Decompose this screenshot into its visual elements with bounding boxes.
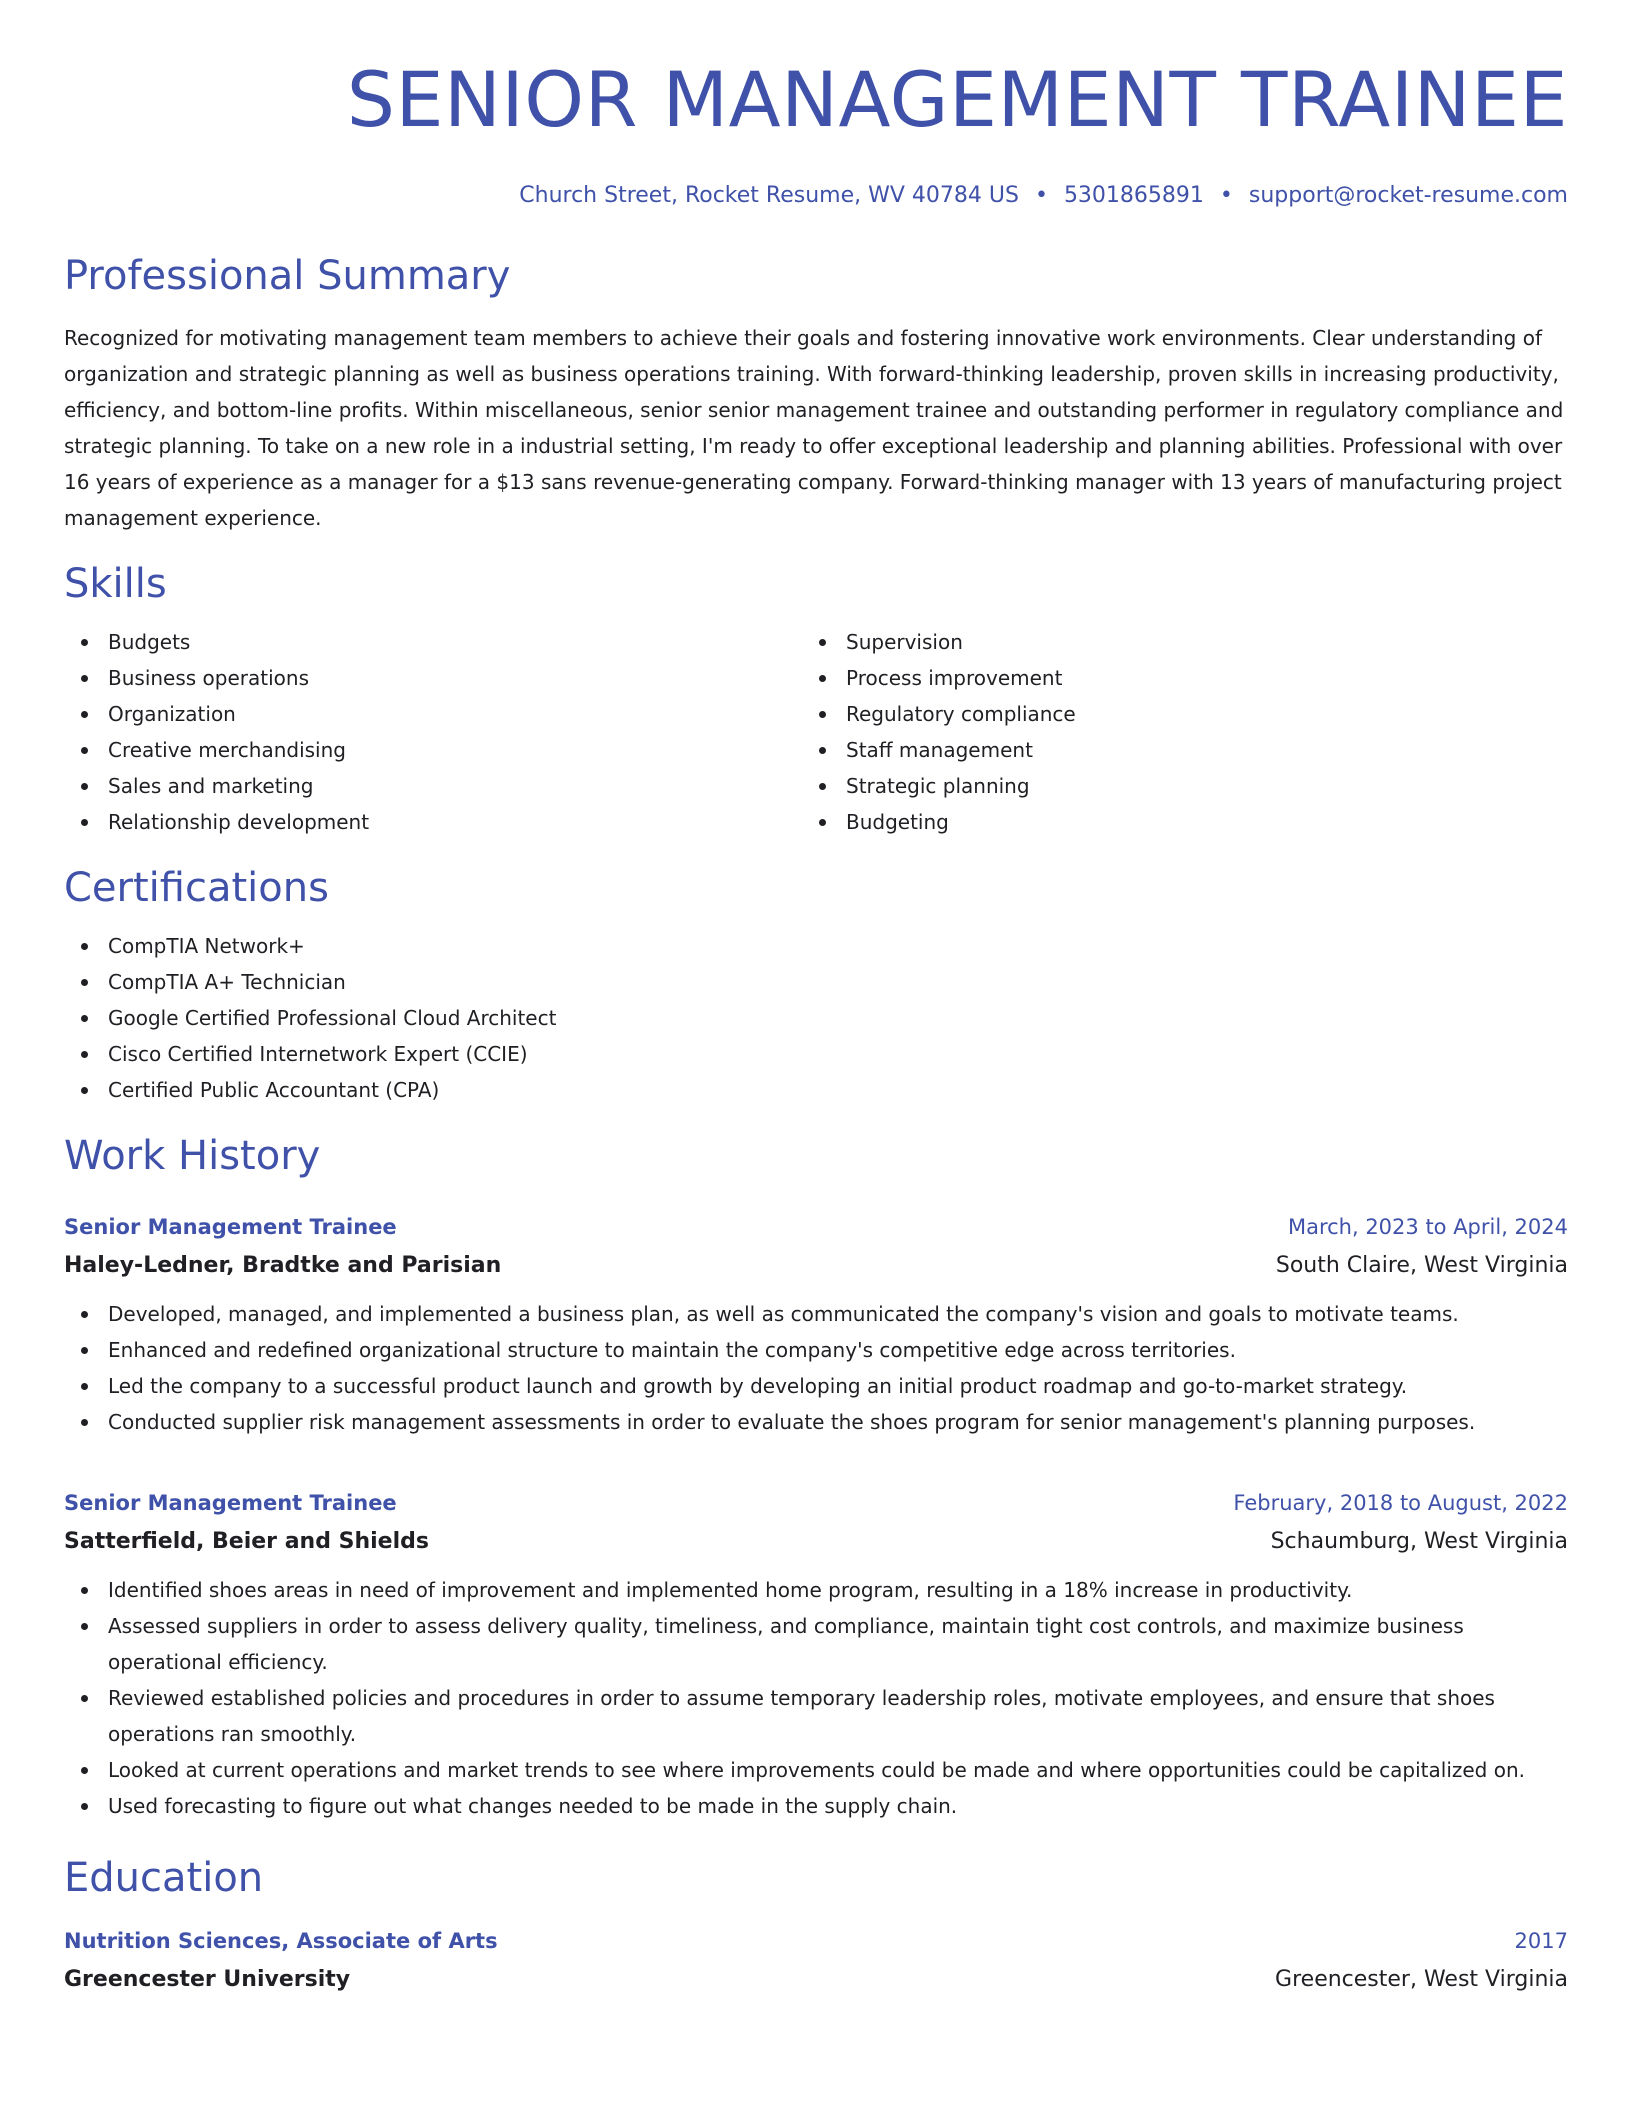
skills-list-right — [802, 624, 1540, 840]
job-title-row — [64, 1208, 1568, 1246]
certifications-list — [64, 928, 1568, 1108]
certification-item: Google Certified Professional Cloud Architect — [64, 1000, 1568, 1036]
job-location: South Claire, West Virginia — [1275, 1253, 1568, 1278]
contact-separator: • — [1034, 183, 1048, 208]
job-bullet: Identified shoes areas in need of improvement and implemented home program, resulting in a 18% increase in productivity. — [64, 1572, 1568, 1608]
skill-item: Process improvement — [802, 660, 1540, 696]
skill-item: Strategic planning — [802, 768, 1540, 804]
job-company-row — [64, 1246, 1568, 1286]
job-title-row — [64, 1484, 1568, 1522]
section-title-summary: Professional Summary — [64, 253, 511, 299]
section-title-education: Education — [64, 1855, 264, 1901]
job-dates: February, 2018 to August, 2022 — [1233, 1491, 1568, 1515]
job-bullet: Assessed suppliers in order to assess delivery quality, timeliness, and compliance, maintain tight cost controls, and maximize business operational efficiency. — [64, 1608, 1568, 1680]
contact-address: Church Street, Rocket Resume, WV 40784 US — [519, 183, 1019, 208]
job-company: Haley-Ledner, Bradtke and Parisian — [64, 1253, 502, 1278]
job-location: Schaumburg, West Virginia — [1270, 1529, 1568, 1554]
job-company: Satterfield, Beier and Shields — [64, 1529, 429, 1554]
skill-item: Supervision — [802, 624, 1540, 660]
skills-grid — [64, 624, 1568, 840]
section-title-certifications: Certifications — [64, 865, 329, 911]
job-bullet: Used forecasting to figure out what changes needed to be made in the supply chain. — [64, 1788, 1568, 1824]
job-bullet: Reviewed established policies and procedures in order to assume temporary leadership roles, motivate employees, and ensure that shoes operations ran smoothly. — [64, 1680, 1568, 1752]
education-degree: Nutrition Sciences, Associate of Arts — [64, 1929, 498, 1953]
education-school: Greencester University — [64, 1967, 351, 1992]
certifications-section — [64, 864, 1568, 1108]
summary-text: Recognized for motivating management team members to achieve their goals and fostering innovative work environments. Clear understanding of organization and strategic planning as well as business operations training. With forward-thinking leadership, proven skills in increasing productivity, efficiency, and bottom-line profits. Within miscellaneous, senior senior management trainee and outstanding performer in regulatory compliance and strategic planning. To take on a new role in a industrial setting, I'm ready to offer exceptional leadership and planning abilities. Professional with over 16 years of experience as a manager for a $13 sans revenue-generating company. Forward-thinking manager with 13 years of manufacturing project management experience. — [64, 326, 1564, 530]
skill-item: Creative merchandising — [64, 732, 802, 768]
education-location: Greencester, West Virginia — [1275, 1967, 1568, 1992]
skill-item: Business operations — [64, 660, 802, 696]
contact-line — [64, 180, 1568, 212]
job-title: Senior Management Trainee — [64, 1491, 397, 1515]
job-bullets — [64, 1296, 1568, 1440]
skills-list-left — [64, 624, 802, 840]
section-title-skills: Skills — [64, 561, 167, 607]
candidate-name: SENIOR MANAGEMENT TRAINEE — [346, 55, 1568, 144]
skill-item: Sales and marketing — [64, 768, 802, 804]
job-entry — [64, 1484, 1568, 1824]
resume-header — [64, 52, 1568, 212]
job-company-row — [64, 1522, 1568, 1562]
work-history-section — [64, 1132, 1568, 1824]
skill-item: Budgets — [64, 624, 802, 660]
job-bullet: Enhanced and redefined organizational structure to maintain the company's competitive edge across territories. — [64, 1332, 1568, 1368]
certification-item: CompTIA Network+ — [64, 928, 1568, 964]
job-bullet: Conducted supplier risk management assessments in order to evaluate the shoes program for senior management's planning purposes. — [64, 1404, 1568, 1440]
education-degree-row — [64, 1922, 1568, 1960]
job-bullet: Led the company to a successful product launch and growth by developing an initial product roadmap and go-to-market strategy. — [64, 1368, 1568, 1404]
skills-section — [64, 560, 1568, 840]
summary-section — [64, 252, 1568, 536]
education-entry — [64, 1922, 1568, 2000]
job-bullet: Developed, managed, and implemented a business plan, as well as communicated the company's vision and goals to motivate teams. — [64, 1296, 1568, 1332]
certification-item: Cisco Certified Internetwork Expert (CCIE) — [64, 1036, 1568, 1072]
skill-item: Staff management — [802, 732, 1540, 768]
section-title-work-history: Work History — [64, 1133, 321, 1179]
skill-item: Organization — [64, 696, 802, 732]
contact-separator: • — [1219, 183, 1233, 208]
contact-email: support@rocket-resume.com — [1248, 183, 1568, 208]
skill-item: Regulatory compliance — [802, 696, 1540, 732]
certification-item: Certified Public Accountant (CPA) — [64, 1072, 1568, 1108]
job-entry — [64, 1208, 1568, 1440]
education-year: 2017 — [1514, 1929, 1568, 1953]
skill-item: Budgeting — [802, 804, 1540, 840]
skill-item: Relationship development — [64, 804, 802, 840]
contact-phone: 5301865891 — [1063, 183, 1204, 208]
job-bullets — [64, 1572, 1568, 1824]
education-section — [64, 1854, 1568, 2000]
education-school-row — [64, 1960, 1568, 2000]
job-bullet: Looked at current operations and market trends to see where improvements could be made and where opportunities could be capitalized on. — [64, 1752, 1568, 1788]
job-dates: March, 2023 to April, 2024 — [1287, 1215, 1568, 1239]
job-title: Senior Management Trainee — [64, 1215, 397, 1239]
certification-item: CompTIA A+ Technician — [64, 964, 1568, 1000]
